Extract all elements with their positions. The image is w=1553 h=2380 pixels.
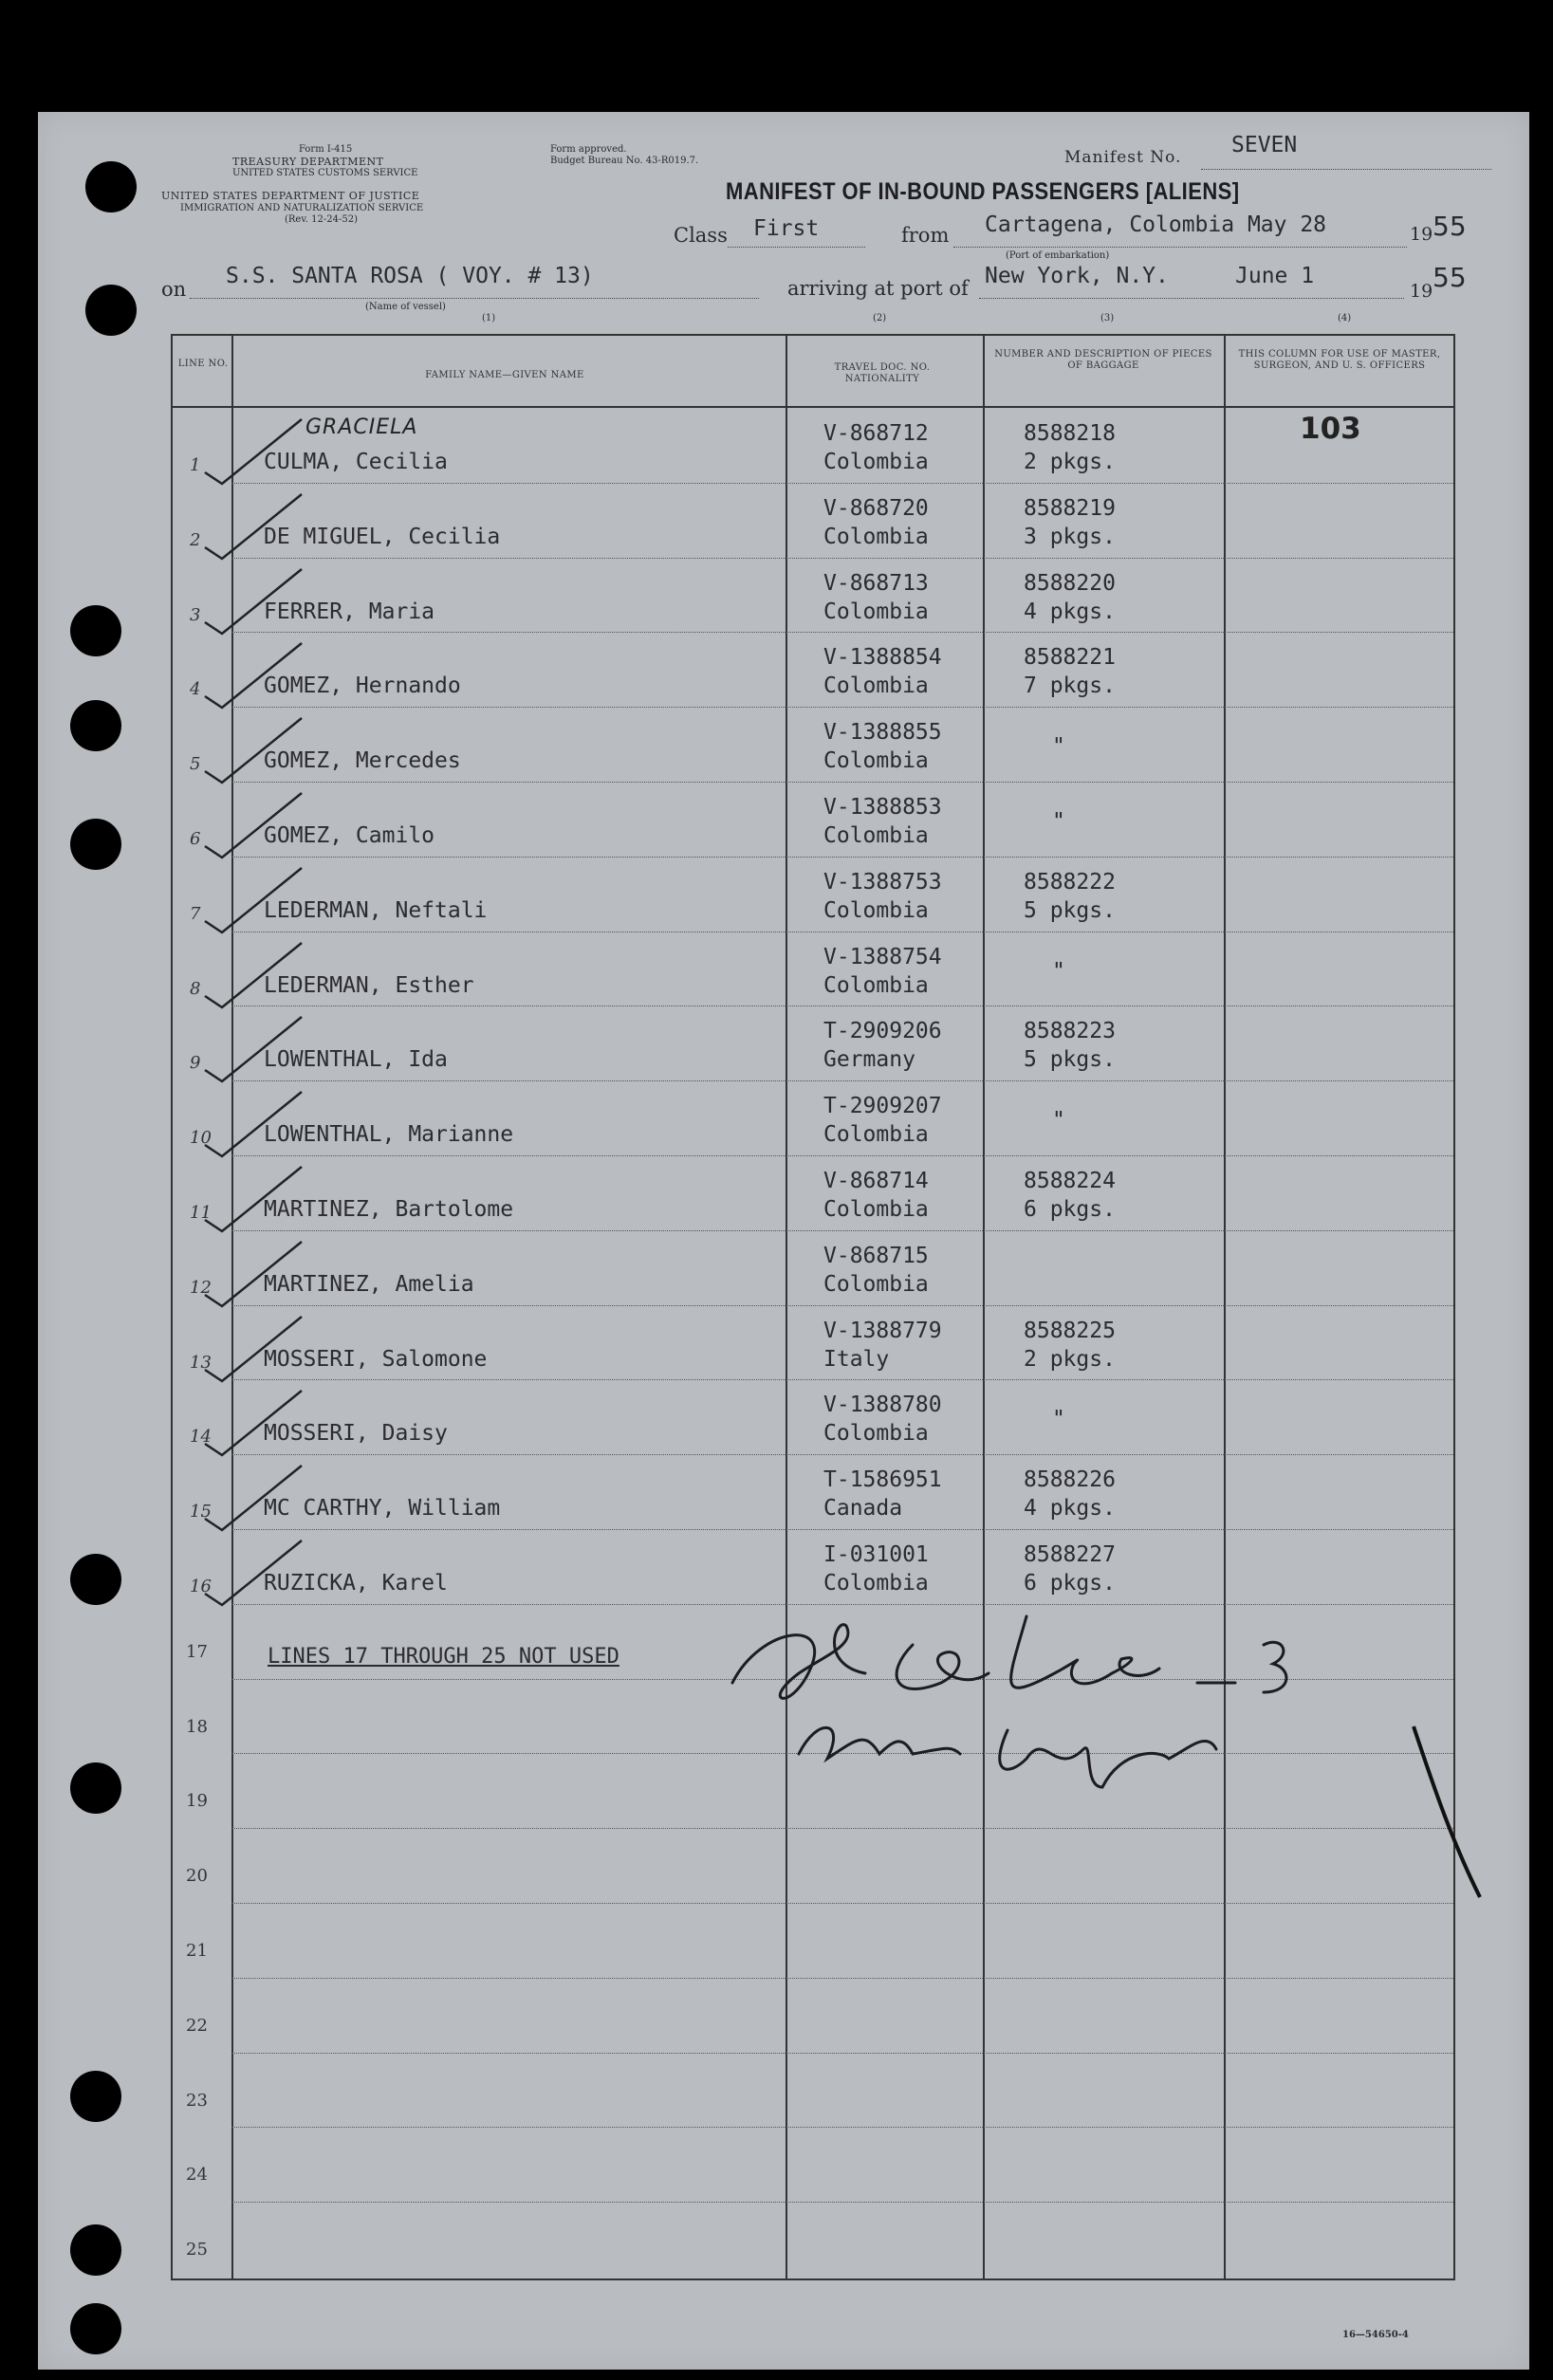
baggage-description: " [1052,1407,1065,1432]
nationality: Colombia [823,748,929,774]
line-number: 4 [190,679,201,700]
travel-doc [823,643,942,700]
vessel-label: (Name of vessel) [365,302,446,312]
table-row-empty [173,1903,1453,1978]
baggage [1024,868,1116,925]
travel-doc-number: V-1388753 [823,869,942,895]
table-row-empty [173,2053,1453,2128]
line-number: 1 [190,455,201,475]
binder-hole [85,161,137,212]
nationality: Colombia [823,823,929,848]
vessel-name: S.S. SANTA ROSA ( VOY. # 13) [226,264,594,288]
travel-doc-number: V-1388854 [823,645,942,671]
table-row [173,632,1453,707]
table-row-empty [173,1978,1453,2053]
table-row [173,932,1453,1006]
table-row [173,1080,1453,1155]
form-footer: 16—54650-4 [1342,2330,1409,2340]
binder-hole [70,1554,121,1605]
col-number-3: (3) [1100,313,1115,323]
passenger-name: RUZICKA, Karel [264,1571,448,1596]
lines-not-used-note: LINES 17 THROUGH 25 NOT USED [268,1645,619,1669]
travel-doc [823,1092,942,1149]
header-name: FAMILY NAME—GIVEN NAME [425,370,584,380]
dept-treasury: TREASURY DEPARTMENT [232,156,384,168]
manifest-no-label: Manifest No. [1064,148,1182,167]
baggage [1024,1242,1052,1256]
passenger-name: FERRER, Maria [264,599,435,624]
baggage-description: 2 pkgs. [1024,1346,1116,1372]
travel-doc-number: T-1586951 [823,1467,942,1493]
line-number: 23 [186,2090,208,2111]
nationality: Colombia [823,972,929,998]
table-row [173,1230,1453,1305]
table-row [173,707,1453,782]
port-embark-label: (Port of embarkation) [1006,250,1110,261]
nationality: Colombia [823,1571,929,1596]
baggage [1024,793,1065,836]
nationality: Italy [823,1346,890,1372]
line-number: 13 [190,1352,212,1373]
baggage-description: 5 pkgs. [1024,897,1116,923]
baggage-number: 8588221 [1024,645,1116,671]
baggage-number: 8588224 [1024,1169,1116,1193]
nationality: Colombia [823,673,929,699]
budget-bureau: Budget Bureau No. 43-R019.7. [550,156,699,166]
passenger-name: MOSSERI, Salomone [264,1346,488,1372]
travel-doc-number: V-1388855 [823,720,942,746]
passenger-name: MOSSERI, Daisy [264,1421,448,1447]
passenger-name: LOWENTHAL, Ida [264,1047,448,1073]
baggage [1024,1391,1065,1433]
passenger-name: LEDERMAN, Neftali [264,897,488,923]
travel-doc [823,569,929,626]
dept-ins: IMMIGRATION AND NATURALIZATION SERVICE [180,203,424,213]
arriving-label: arriving at port of [787,277,969,300]
binder-hole [70,605,121,656]
form-number: Form I-415 [299,144,353,155]
baggage-number: 8588222 [1024,869,1116,895]
line-number: 20 [186,1866,208,1887]
from-year-prefix: 19 [1410,224,1433,245]
header-doc: TRAVEL DOC. NO. NATIONALITY [834,362,931,384]
baggage [1024,943,1065,986]
baggage [1024,494,1116,551]
line-number: 25 [186,2240,208,2260]
passenger-name: MARTINEZ, Bartolome [264,1197,514,1222]
baggage-number: 8588220 [1024,570,1116,596]
arrival-date: June 1 [1235,264,1315,288]
baggage-description: 5 pkgs. [1024,1047,1116,1073]
baggage-description: 3 pkgs. [1024,524,1116,549]
passenger-table [171,334,1455,2280]
class-line [728,247,865,248]
travel-doc-number: V-1388780 [823,1393,942,1418]
vessel-line [190,298,759,299]
binder-hole [70,2071,121,2122]
passenger-name: GOMEZ, Hernando [264,673,461,699]
travel-doc [823,494,929,551]
passenger-name: MC CARTHY, William [264,1496,501,1522]
baggage-description: " [1052,1108,1065,1134]
line-number: 19 [186,1791,208,1812]
line-number: 21 [186,1941,208,1961]
table-row [173,558,1453,633]
inspector-signature [723,1588,1311,1778]
from-year: 55 [1433,211,1467,242]
table-row-empty [173,2127,1453,2202]
baggage-description: 6 pkgs. [1024,1571,1116,1596]
baggage [1024,569,1116,626]
baggage-description [1024,1242,1052,1256]
baggage [1024,1317,1116,1374]
form-approved: Form approved. [550,144,627,155]
line-number: 10 [190,1128,212,1149]
header-line-no: LINE NO. [177,359,229,369]
pen-mark [1404,1717,1489,1907]
baggage-number: 8588225 [1024,1318,1116,1343]
dept-customs: UNITED STATES CUSTOMS SERVICE [232,168,418,178]
baggage-description: 4 pkgs. [1024,1496,1116,1522]
baggage [1024,718,1065,761]
baggage-description: " [1052,809,1065,834]
baggage-description: " [1052,958,1065,984]
baggage-description: 2 pkgs. [1024,450,1116,474]
travel-doc-number: I-031001 [823,1542,929,1567]
arrival-year-prefix: 19 [1410,281,1433,302]
line-number: 18 [186,1716,208,1737]
table-row [173,1454,1453,1529]
travel-doc [823,868,942,925]
from-value: Cartagena, Colombia May 28 [985,212,1327,237]
baggage [1024,1092,1065,1135]
travel-doc-number: T-2909206 [823,1019,942,1044]
line-number: 15 [190,1502,212,1522]
line-number: 8 [190,978,201,999]
travel-doc-number: V-1388754 [823,944,942,969]
baggage [1024,1017,1116,1074]
passenger-name: DE MIGUEL, Cecilia [264,524,501,549]
binder-hole [70,2303,121,2354]
nationality: Colombia [823,1271,929,1297]
travel-doc [823,419,929,476]
baggage-number: 8588226 [1024,1467,1116,1493]
line-number: 9 [190,1053,201,1074]
line-number: 14 [190,1427,212,1448]
nationality: Colombia [823,1421,929,1447]
table-row [173,782,1453,857]
nationality: Colombia [823,599,929,624]
travel-doc [823,1317,942,1374]
nationality: Germany [823,1047,915,1073]
class-label: Class [674,224,728,247]
nationality: Colombia [823,897,929,923]
passenger-name: GOMEZ, Camilo [264,823,435,848]
travel-doc [823,1167,929,1224]
table-row-empty [173,1828,1453,1903]
travel-doc-number: T-2909207 [823,1094,942,1119]
line-number: 17 [186,1641,208,1662]
line-number: 2 [190,529,201,550]
travel-doc-number: V-868714 [823,1169,929,1193]
baggage-number: 8588219 [1024,495,1116,521]
travel-doc [823,1466,942,1522]
nationality: Colombia [823,524,929,549]
baggage [1024,419,1116,476]
from-label: from [901,224,950,247]
table-row [173,857,1453,932]
passenger-name: GOMEZ, Mercedes [264,748,461,774]
form-revision: (Rev. 12-24-52) [285,214,359,225]
passenger-name: LOWENTHAL, Marianne [264,1122,514,1148]
arrival-line [979,298,1404,299]
travel-doc [823,1242,929,1299]
header-baggage: NUMBER AND DESCRIPTION OF PIECES OF BAGGAGE [994,349,1212,371]
line-number: 24 [186,2165,208,2186]
arrival-year: 55 [1433,262,1467,293]
line-number: 5 [190,754,201,775]
table-row [173,1379,1453,1454]
line-number: 3 [190,604,201,625]
table-row [173,1305,1453,1380]
travel-doc [823,943,942,1000]
table-row [173,1155,1453,1230]
manifest-sheet [38,112,1529,2370]
baggage [1024,643,1116,700]
passenger-name: CULMA, Cecilia [264,450,448,474]
officer-number: 103 [1300,412,1361,446]
travel-doc-number: V-868712 [823,421,929,446]
binder-hole [70,1762,121,1814]
nationality: Colombia [823,1197,929,1222]
line-number: 22 [186,2015,208,2036]
binder-hole [70,700,121,751]
travel-doc [823,793,942,850]
line-number: 6 [190,829,201,849]
arrival-port: New York, N.Y. [985,264,1169,288]
from-line [953,247,1407,248]
col-number-2: (2) [873,313,887,323]
binder-hole [85,285,137,336]
baggage-number: 8588218 [1024,421,1116,446]
nationality: Colombia [823,1122,929,1148]
line-number: 7 [190,903,201,924]
travel-doc [823,718,942,775]
nationality: Colombia [823,450,929,474]
travel-doc [823,1017,942,1074]
travel-doc-number: V-1388853 [823,795,942,820]
table-row [173,1006,1453,1080]
manifest-no-line [1201,169,1491,170]
baggage-description: 7 pkgs. [1024,673,1116,699]
class-value: First [753,216,820,241]
nationality: Canada [823,1496,903,1522]
baggage [1024,1466,1116,1522]
line-number: 12 [190,1277,212,1298]
name-correction: GRACIELA [305,415,418,439]
table-row [173,483,1453,558]
passenger-name: MARTINEZ, Amelia [264,1271,474,1297]
line-number: 11 [190,1203,212,1223]
baggage-description: 4 pkgs. [1024,599,1116,624]
baggage-number: 8588223 [1024,1019,1116,1044]
passenger-name: LEDERMAN, Esther [264,972,474,998]
travel-doc [823,1391,942,1448]
table-row-empty [173,2202,1453,2277]
travel-doc-number: V-868713 [823,570,929,596]
baggage-description: " [1052,734,1065,760]
col-number-1: (1) [482,313,496,323]
manifest-no-value: SEVEN [1231,133,1298,157]
table-row [173,408,1453,483]
binder-hole [70,2224,121,2276]
on-label: on [161,278,187,301]
col-number-4: (4) [1338,313,1352,323]
line-number: 16 [190,1577,212,1596]
manifest-title: MANIFEST OF IN-BOUND PASSENGERS [ALIENS] [726,178,1240,205]
travel-doc-number: V-1388779 [823,1318,942,1343]
baggage-number: 8588227 [1024,1542,1116,1567]
dept-justice: UNITED STATES DEPARTMENT OF JUSTICE [161,190,420,202]
travel-doc-number: V-868720 [823,495,929,521]
travel-doc-number: V-868715 [823,1243,929,1268]
header-officers: THIS COLUMN FOR USE OF MASTER, SURGEON, AND U. S. OFFICERS [1238,349,1441,371]
baggage-description: 6 pkgs. [1024,1197,1116,1222]
binder-hole [70,819,121,870]
baggage [1024,1167,1116,1224]
